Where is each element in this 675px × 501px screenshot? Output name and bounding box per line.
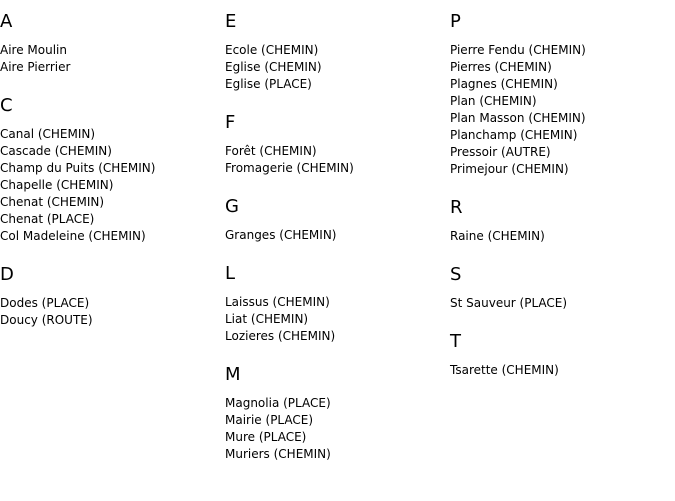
- list-item: [225, 59, 445, 76]
- index-column-3: [450, 0, 670, 399]
- list-item: [0, 42, 220, 59]
- street-link[interactable]: Canal (CHEMIN): [0, 127, 96, 141]
- list-item: [450, 161, 670, 178]
- letter-group: [450, 198, 670, 245]
- street-list: [450, 42, 670, 178]
- list-item: [225, 42, 445, 59]
- street-link[interactable]: St Sauveur (PLACE): [450, 296, 568, 310]
- list-item: [450, 144, 670, 161]
- street-link[interactable]: Fromagerie (CHEMIN): [225, 161, 354, 175]
- street-link[interactable]: Chenat (PLACE): [0, 212, 95, 226]
- street-link[interactable]: Doucy (ROUTE): [0, 313, 93, 327]
- letter-heading: M: [225, 364, 241, 385]
- street-link[interactable]: Eglise (PLACE): [225, 77, 312, 91]
- street-link[interactable]: Liat (CHEMIN): [225, 312, 309, 326]
- street-list: [0, 295, 220, 329]
- letter-group: [0, 265, 220, 329]
- street-list: [0, 126, 220, 245]
- letter-heading: S: [450, 264, 462, 285]
- list-item: [225, 311, 445, 328]
- list-item: [225, 328, 445, 345]
- street-link[interactable]: Granges (CHEMIN): [225, 228, 337, 242]
- list-item: [0, 59, 220, 76]
- list-item: [450, 59, 670, 76]
- street-link[interactable]: Planchamp (CHEMIN): [450, 128, 578, 142]
- letter-heading: C: [0, 95, 13, 116]
- list-item: [225, 412, 445, 429]
- list-item: [450, 127, 670, 144]
- letter-group: [0, 96, 220, 245]
- street-list: [225, 395, 445, 463]
- street-link[interactable]: Muriers (CHEMIN): [225, 447, 331, 461]
- street-link[interactable]: Mairie (PLACE): [225, 413, 314, 427]
- letter-heading: A: [0, 11, 13, 32]
- list-item: [450, 362, 670, 379]
- street-link[interactable]: Plagnes (CHEMIN): [450, 77, 558, 91]
- letter-group: [450, 12, 670, 178]
- list-item: [0, 177, 220, 194]
- street-list: [450, 295, 670, 312]
- letter-heading: D: [0, 264, 14, 285]
- list-item: [450, 76, 670, 93]
- letter-heading: T: [450, 331, 461, 352]
- list-item: [0, 211, 220, 228]
- list-item: [225, 294, 445, 311]
- list-item: [0, 312, 220, 329]
- street-link[interactable]: Aire Pierrier: [0, 60, 71, 74]
- street-list: [450, 362, 670, 379]
- street-link[interactable]: Primejour (CHEMIN): [450, 162, 569, 176]
- letter-heading: P: [450, 11, 461, 32]
- list-item: [0, 228, 220, 245]
- street-link[interactable]: Aire Moulin: [0, 43, 67, 57]
- letter-heading: F: [225, 112, 236, 133]
- street-link[interactable]: Eglise (CHEMIN): [225, 60, 322, 74]
- letter-group: [450, 332, 670, 379]
- street-list: [225, 227, 445, 244]
- list-item: [0, 143, 220, 160]
- street-link[interactable]: Lozieres (CHEMIN): [225, 329, 336, 343]
- street-link[interactable]: Raine (CHEMIN): [450, 229, 545, 243]
- street-list: [225, 42, 445, 93]
- street-link[interactable]: Cascade (CHEMIN): [0, 144, 112, 158]
- street-link[interactable]: Plan (CHEMIN): [450, 94, 537, 108]
- letter-group: [225, 365, 445, 463]
- letter-group: [225, 12, 445, 93]
- list-item: [225, 395, 445, 412]
- list-item: [0, 126, 220, 143]
- letter-group: [225, 197, 445, 244]
- index-column-1: [0, 0, 220, 349]
- list-item: [225, 446, 445, 463]
- letter-group: [225, 113, 445, 177]
- street-link[interactable]: Chapelle (CHEMIN): [0, 178, 114, 192]
- letter-group: [0, 12, 220, 76]
- street-link[interactable]: Forêt (CHEMIN): [225, 144, 317, 158]
- street-link[interactable]: Magnolia (PLACE): [225, 396, 331, 410]
- list-item: [450, 42, 670, 59]
- street-link[interactable]: Ecole (CHEMIN): [225, 43, 319, 57]
- street-link[interactable]: Tsarette (CHEMIN): [450, 363, 559, 377]
- street-link[interactable]: Laissus (CHEMIN): [225, 295, 330, 309]
- list-item: [0, 160, 220, 177]
- street-link[interactable]: Pressoir (AUTRE): [450, 145, 551, 159]
- letter-group: [225, 264, 445, 345]
- list-item: [225, 429, 445, 446]
- list-item: [225, 160, 445, 177]
- street-link[interactable]: Mure (PLACE): [225, 430, 307, 444]
- letter-heading: R: [450, 197, 463, 218]
- list-item: [450, 295, 670, 312]
- street-list: [225, 143, 445, 177]
- letter-heading: L: [225, 263, 236, 284]
- street-link[interactable]: Champ du Puits (CHEMIN): [0, 161, 156, 175]
- street-link[interactable]: Col Madeleine (CHEMIN): [0, 229, 146, 243]
- index-column-2: [225, 0, 445, 483]
- street-link[interactable]: Plan Masson (CHEMIN): [450, 111, 586, 125]
- list-item: [225, 143, 445, 160]
- letter-heading: G: [225, 196, 239, 217]
- list-item: [225, 76, 445, 93]
- list-item: [0, 295, 220, 312]
- street-link[interactable]: Chenat (CHEMIN): [0, 195, 105, 209]
- street-link[interactable]: Pierre Fendu (CHEMIN): [450, 43, 586, 57]
- street-list: [450, 228, 670, 245]
- street-link[interactable]: Pierres (CHEMIN): [450, 60, 552, 74]
- letter-heading: E: [225, 11, 237, 32]
- street-link[interactable]: Dodes (PLACE): [0, 296, 90, 310]
- street-list: [225, 294, 445, 345]
- list-item: [450, 228, 670, 245]
- list-item: [225, 227, 445, 244]
- list-item: [450, 93, 670, 110]
- list-item: [450, 110, 670, 127]
- list-item: [0, 194, 220, 211]
- street-list: [0, 42, 220, 76]
- letter-group: [450, 265, 670, 312]
